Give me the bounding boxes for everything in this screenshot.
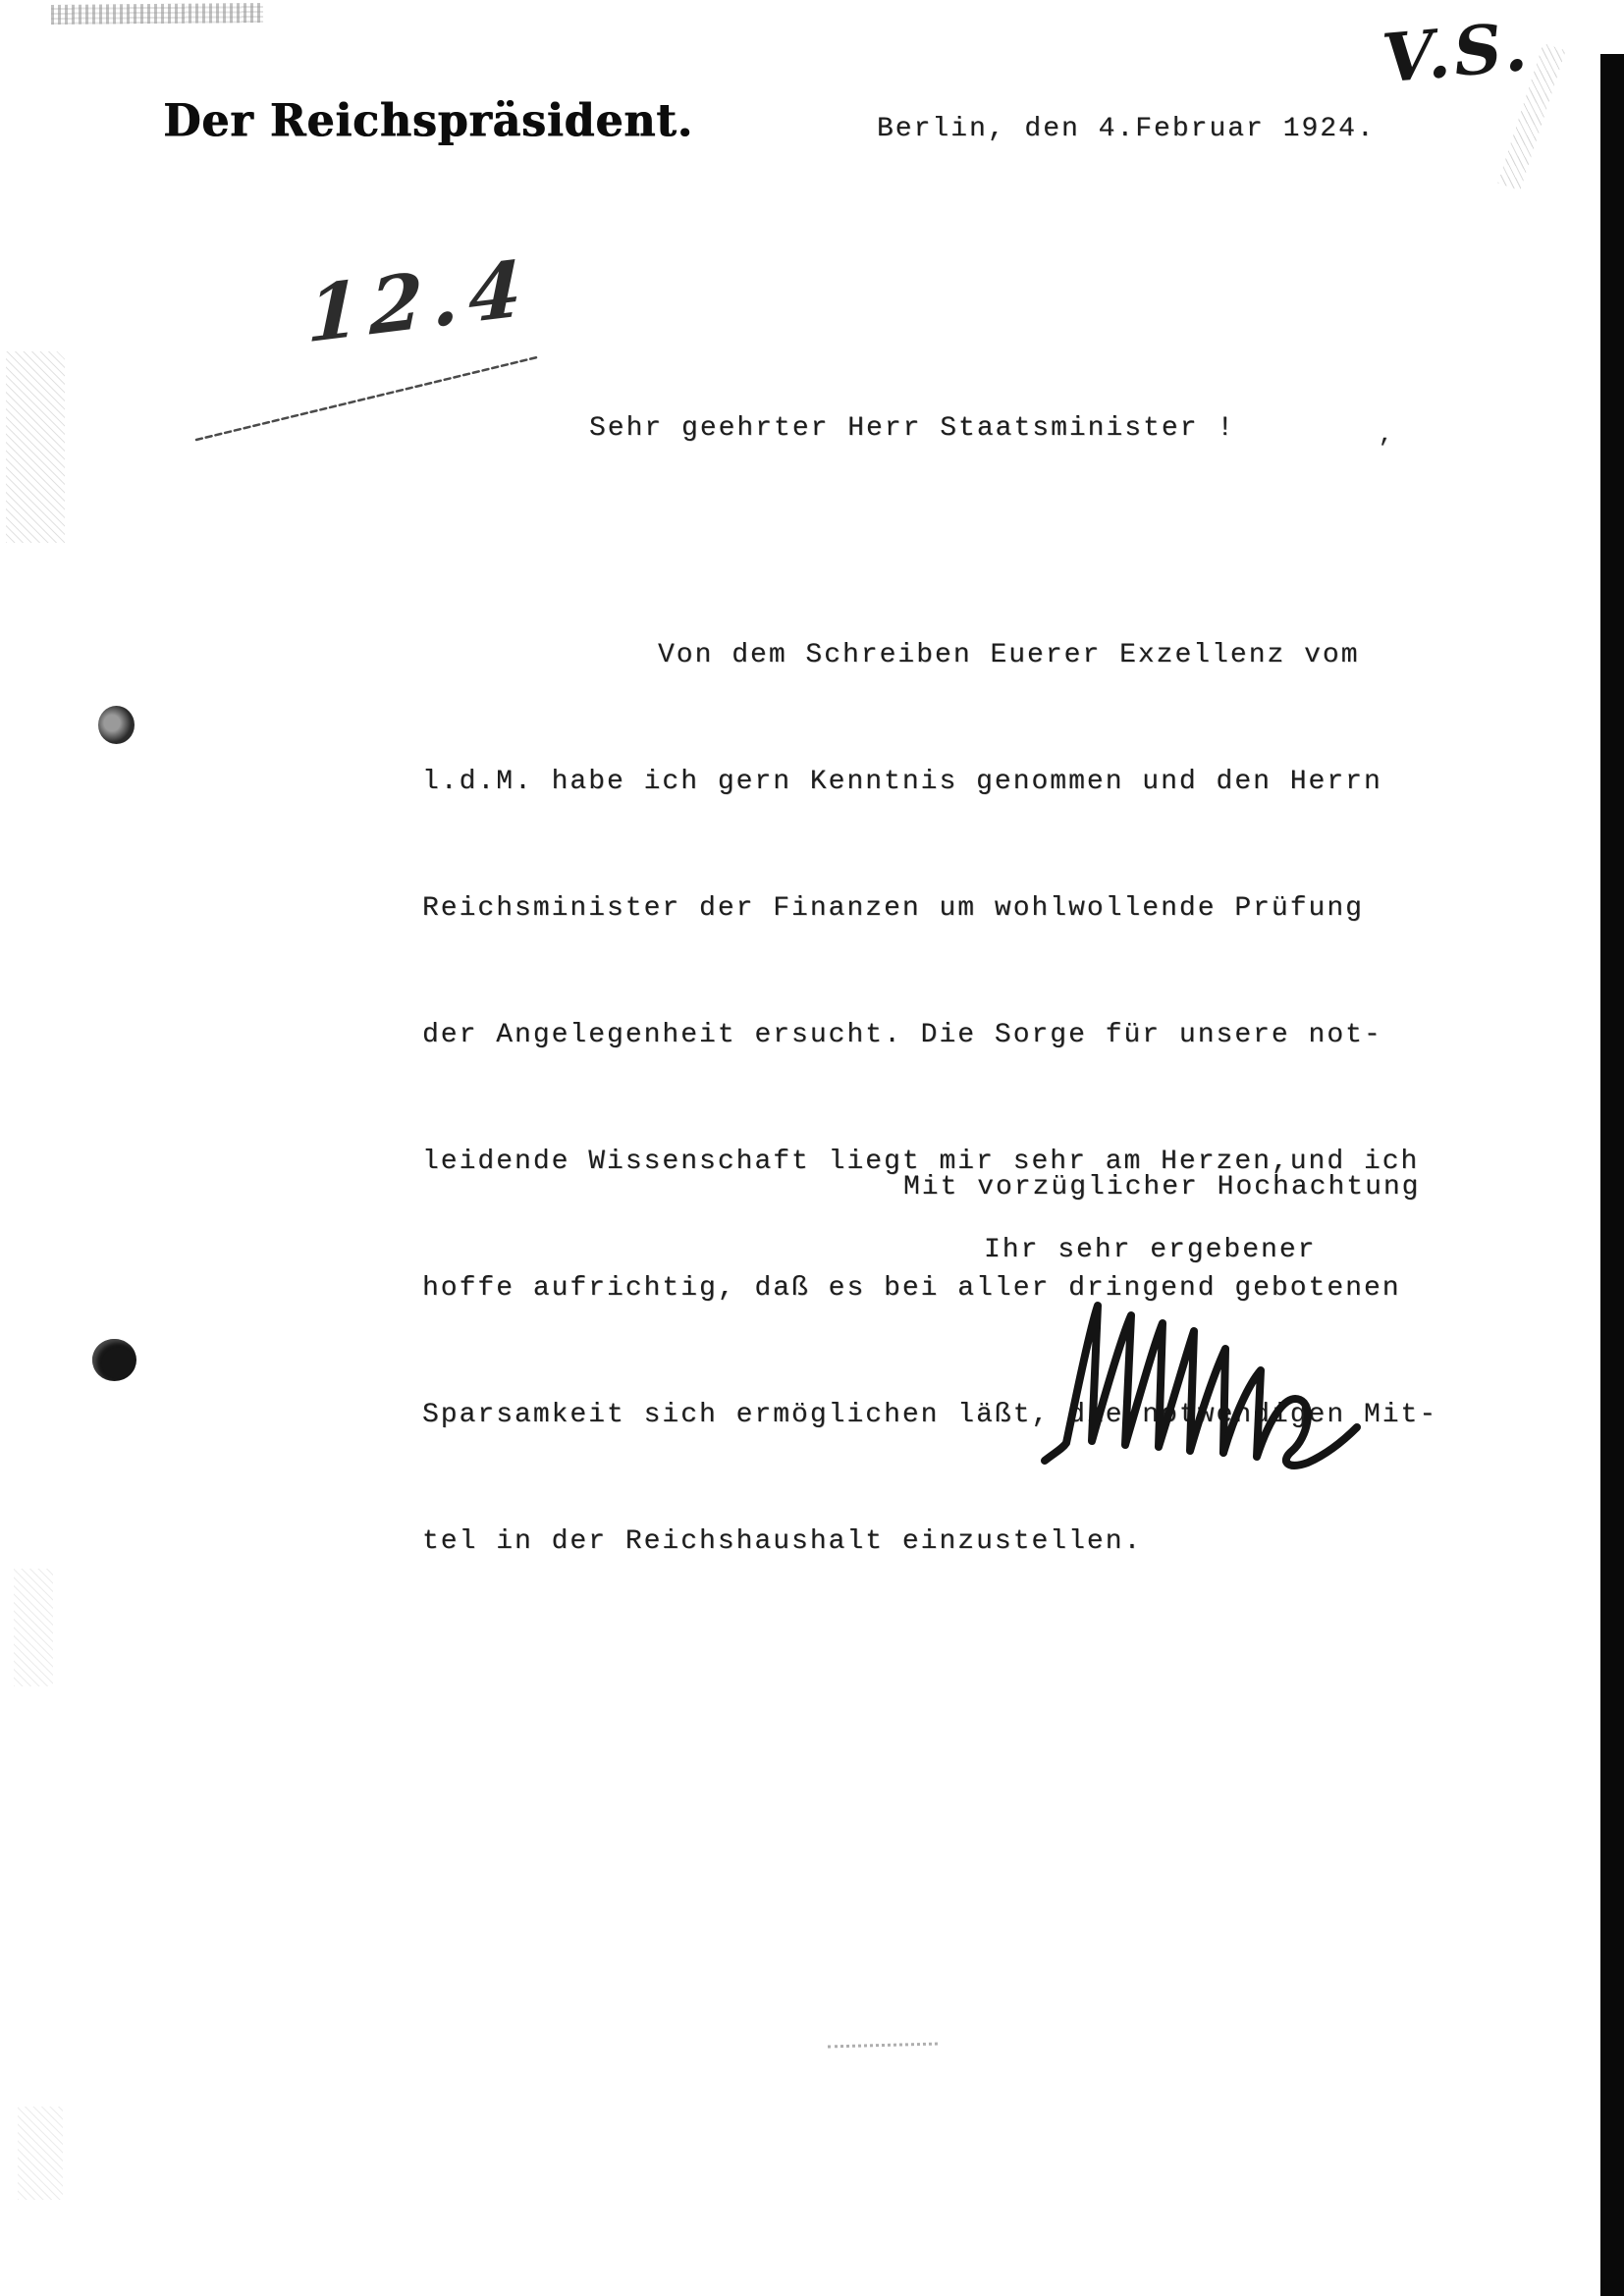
scan-edge-strip — [1600, 54, 1624, 2296]
ink-dot-icon — [92, 1339, 136, 1381]
body-line: Reichsminister der Finanzen um wohlwollende Prüfung — [422, 893, 1364, 924]
body-line: der Angelegenheit ersucht. Die Sorge für unsere not- — [422, 1020, 1382, 1050]
handwritten-number: 12.4 — [306, 242, 532, 361]
body-line: leidende Wissenschaft liegt mir sehr am Herzen,und ich — [422, 1147, 1420, 1177]
closing-formula: Ihr sehr ergebener — [984, 1235, 1317, 1265]
ink-dot-icon — [98, 706, 135, 744]
body-line: l.d.M. habe ich gern Kenntnis genommen und den Herrn — [422, 767, 1382, 797]
dateline: Berlin, den 4.Februar 1924. — [877, 114, 1376, 144]
scan-noise-left-margin — [6, 351, 65, 543]
body-line: hoffe aufrichtig, daß es bei aller dringend gebotenen — [422, 1273, 1401, 1304]
body-line: Von dem Schreiben Euerer Exzellenz vom — [658, 640, 1360, 670]
letterhead-title: Der Reichspräsident. — [163, 94, 693, 148]
salutation: Sehr geehrter Herr Staatsminister ! — [589, 413, 1236, 444]
handwritten-underline-stroke — [189, 342, 552, 454]
closing-formula: Mit vorzüglicher Hochachtung — [903, 1172, 1421, 1202]
signature-scrawl-icon — [1033, 1268, 1377, 1489]
scan-noise-left-lower — [14, 1569, 53, 1686]
stray-comma-mark: , — [1379, 422, 1395, 449]
body-line: Sparsamkeit sich ermöglichen läßt, die notwendigen Mit- — [422, 1400, 1438, 1430]
handwritten-initials: V.S. — [1379, 7, 1535, 99]
body-line: tel in der Reichshaushalt einzustellen. — [422, 1526, 1143, 1557]
scan-noise-left-bottom — [18, 2107, 63, 2200]
faint-pencil-dash — [828, 2043, 938, 2049]
scan-noise-top-left — [51, 3, 263, 25]
